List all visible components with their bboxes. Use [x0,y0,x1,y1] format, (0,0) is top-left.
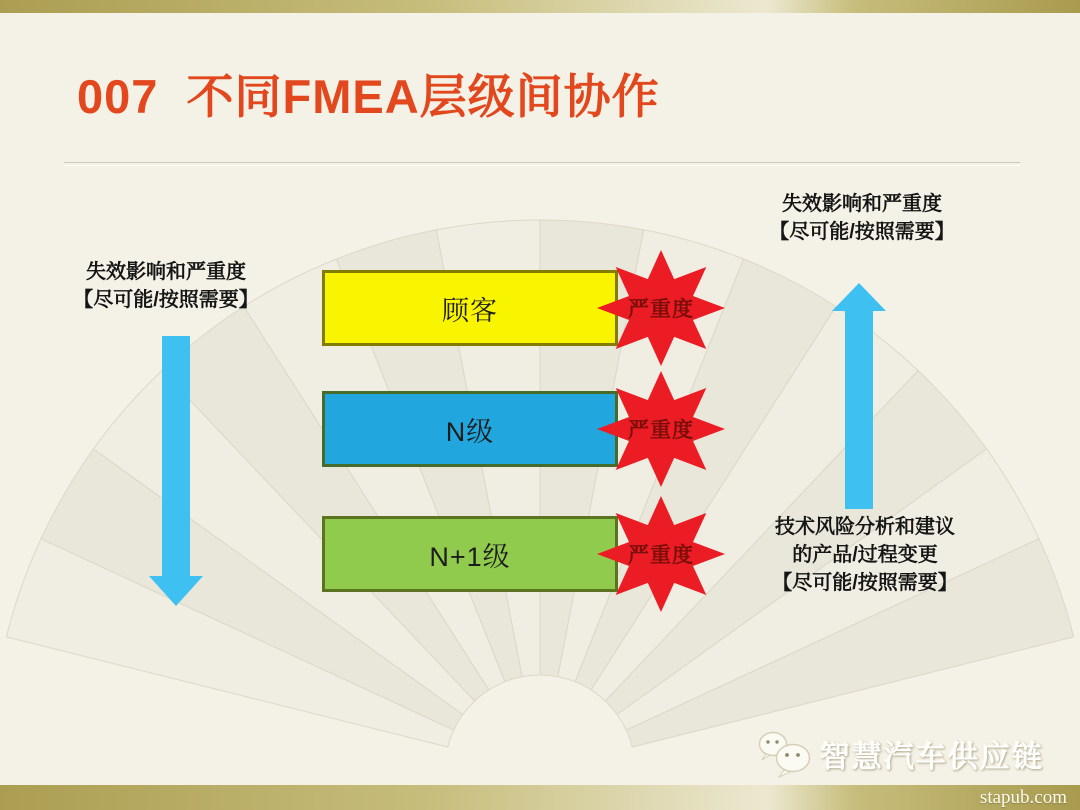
level-row-customer [322,270,694,346]
top-gold-bar [0,0,1080,13]
footer-website: stapub.com [979,787,1067,808]
footer-brand-text: 智慧汽车供应链 [820,741,1044,774]
up-arrow-icon [830,283,888,509]
annotation-line: 【尽可能/按照需要】 [73,289,259,311]
annotation-line: 失效影响和严重度 [782,193,942,215]
left-annotation [16,258,316,314]
severity-burst [595,247,727,369]
bottom-right-annotation [715,513,1015,597]
severity-burst [595,368,727,490]
severity-label: 严重度 [628,544,694,567]
annotation-line: 【尽可能/按照需要】 [769,221,955,243]
level-box-n [322,391,618,467]
page-title: 007 不同FMEA层级间协作 [77,70,660,123]
title-divider [64,162,1020,166]
level-row-n1 [322,516,694,592]
annotation-line: 的产品/过程变更 [792,544,938,566]
annotation-line: 【尽可能/按照需要】 [772,572,958,594]
severity-label: 严重度 [628,419,694,442]
level-box-label: N级 [445,416,495,447]
bottom-gold-bar [0,785,1080,810]
down-arrow-icon [147,336,205,606]
level-row-n [322,391,694,467]
top-right-annotation [712,190,1012,246]
level-box-label: N+1级 [429,541,511,572]
level-box-n1 [322,516,618,592]
annotation-line: 失效影响和严重度 [86,261,246,283]
footer-brand [756,729,1044,779]
wechat-icon [756,729,814,779]
severity-label: 严重度 [628,298,694,321]
annotation-line: 技术风险分析和建议 [775,516,955,538]
severity-burst [595,493,727,615]
level-box-customer [322,270,618,346]
level-box-label: 顾客 [442,295,498,326]
